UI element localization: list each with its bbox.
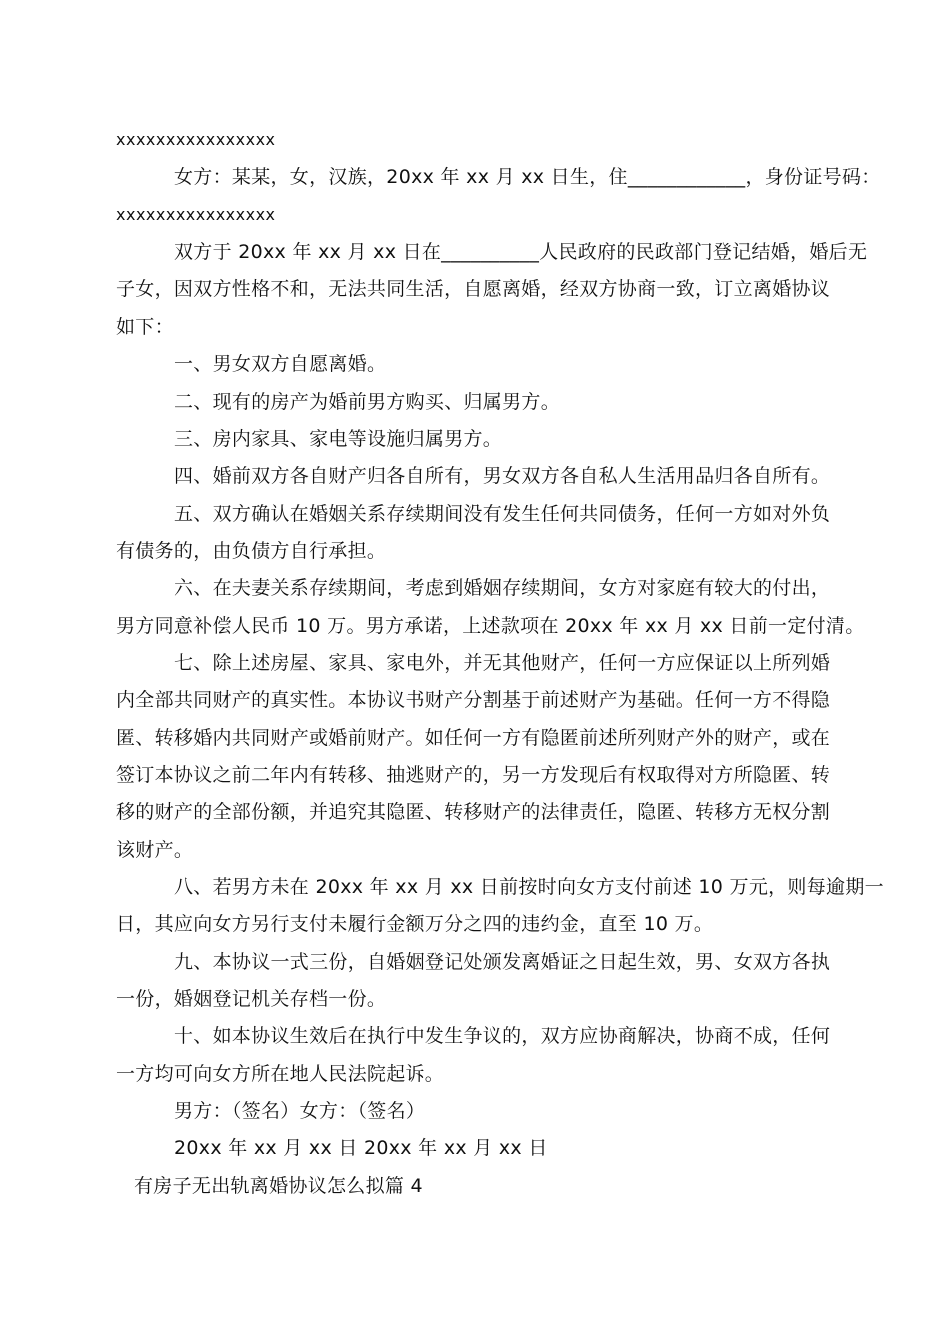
clause-7-line-6: 该财产。: [116, 839, 194, 861]
clause-9-line-2: 一份，婚姻登记机关存档一份。: [116, 988, 387, 1010]
id-number-continued: xxxxxxxxxxxxxxxx: [116, 130, 276, 149]
clause-7-line-3: 匿、转移婚内共同财产或婚前财产。如任何一方有隐匿前述所列财产外的财产，或在: [116, 727, 831, 749]
intro-paragraph-line-1: 双方于 20xx 年 xx 月 xx 日在__________人民政府的民政部门登记结婚，婚后无: [174, 241, 868, 263]
wife-id-number: xxxxxxxxxxxxxxxx: [116, 205, 276, 224]
clause-3: 三、房内家具、家电等设施归属男方。: [174, 428, 503, 450]
clause-5-line-1: 五、双方确认在婚姻关系存续期间没有发生任何共同债务，任何一方如对外负: [174, 503, 831, 525]
clause-2: 二、现有的房产为婚前男方购买、归属男方。: [174, 391, 561, 413]
clause-7-line-1: 七、除上述房屋、家具、家电外，并无其他财产，任何一方应保证以上所列婚: [174, 652, 831, 674]
clause-7-line-2: 内全部共同财产的真实性。本协议书财产分割基于前述财产为基础。任何一方不得隐: [116, 689, 831, 711]
signature-date-line: 20xx 年 xx 月 xx 日 20xx 年 xx 月 xx 日: [174, 1137, 548, 1159]
clause-7-line-5: 移的财产的全部份额，并追究其隐匿、转移财产的法律责任，隐匿、转移方无权分割: [116, 801, 831, 823]
clause-10-line-1: 十、如本协议生效后在执行中发生争议的，双方应协商解决，协商不成，任何: [174, 1025, 831, 1047]
intro-paragraph-line-3: 如下：: [116, 316, 174, 338]
clause-8-line-2: 日，其应向女方另行支付未履行金额万分之四的违约金，直至 10 万。: [116, 913, 714, 935]
intro-paragraph-line-2: 子女，因双方性格不和，无法共同生活，自愿离婚，经双方协商一致，订立离婚协议: [116, 278, 831, 300]
clause-7-line-4: 签订本协议之前二年内有转移、抽逃财产的，另一方发现后有权取得对方所隐匿、转: [116, 764, 831, 786]
signature-line: 男方：（签名）女方：（签名）: [174, 1100, 426, 1122]
clause-5-line-2: 有债务的，由负债方自行承担。: [116, 540, 387, 562]
wife-info-line: 女方：某某，女，汉族，20xx 年 xx 月 xx 日生，住____________，身份证号码：: [174, 166, 881, 188]
clause-9-line-1: 九、本协议一式三份，自婚姻登记处颁发离婚证之日起生效，男、女双方各执: [174, 951, 831, 973]
clause-6-line-2: 男方同意补偿人民币 10 万。男方承诺，上述款项在 20xx 年 xx 月 xx 日前一定付清。: [116, 615, 865, 637]
clause-8-line-1: 八、若男方未在 20xx 年 xx 月 xx 日前按时向女方支付前述 10 万元，则每逾期一: [174, 876, 884, 898]
clause-6-line-1: 六、在夫妻关系存续期间，考虑到婚姻存续期间，女方对家庭有较大的付出，: [174, 577, 831, 599]
clause-10-line-2: 一方均可向女方所在地人民法院起诉。: [116, 1063, 445, 1085]
clause-1: 一、男女双方自愿离婚。: [174, 353, 387, 375]
next-section-title: 有房子无出轨离婚协议怎么拟篇 4: [134, 1175, 423, 1197]
clause-4: 四、婚前双方各自财产归各自所有，男女双方各自私人生活用品归各自所有。: [174, 465, 831, 487]
